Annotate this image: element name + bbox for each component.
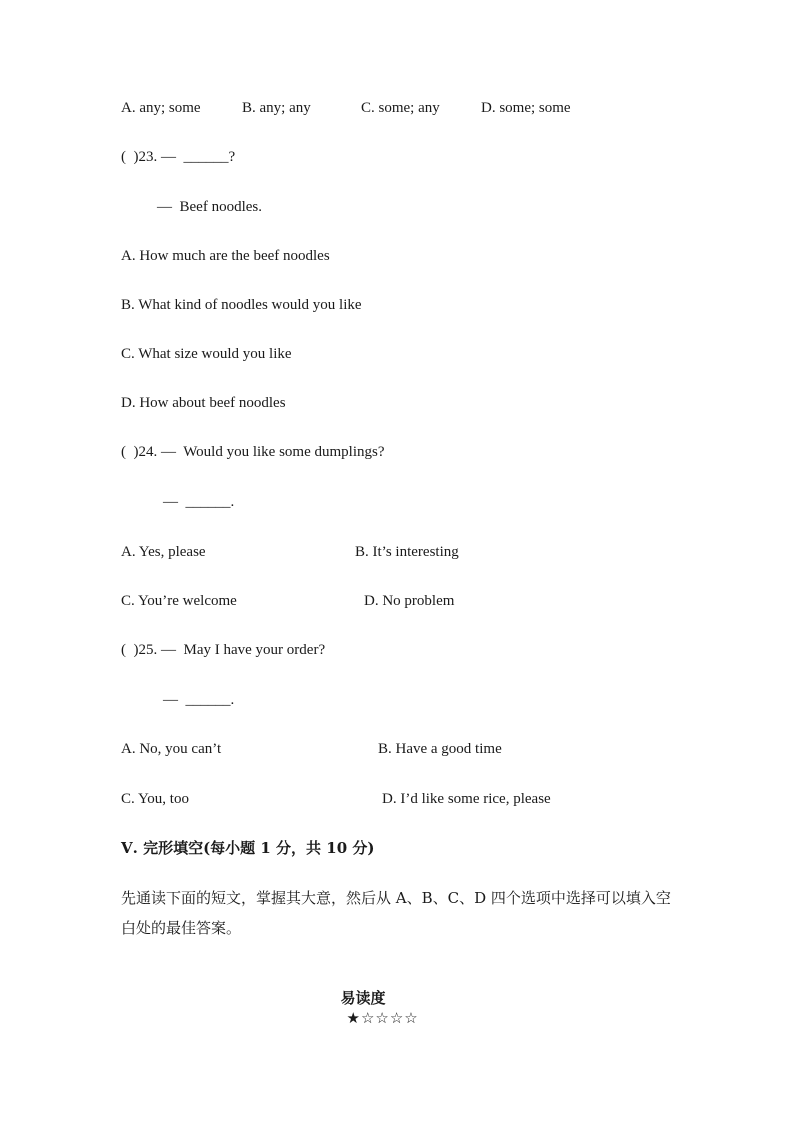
difficulty-rating <box>333 968 419 1029</box>
q22-option-a: A. any; some <box>121 100 201 116</box>
q23-answer: — Beef noodles. <box>157 199 262 215</box>
q22-option-d: D. some; some <box>481 100 571 116</box>
instruction-line-2: 白处的最佳答案。 <box>121 919 242 937</box>
q23-option-a: A. How much are the beef noodles <box>121 248 330 264</box>
q22-option-c: C. some; any <box>361 100 440 116</box>
q25-option-d: D. I’d like some rice, please <box>382 791 551 807</box>
q23-option-c: C. What size would you like <box>121 346 292 362</box>
instruction-line-1: 先通读下面的短文，掌握其大意，然后从 A、B、C、D 四个选项中选择可以填入空 <box>121 889 671 907</box>
section-heading: Ⅴ. 完形填空(每小题 1 分，共 10 分) <box>121 839 375 857</box>
q23-question: ( )23. — ______? <box>121 149 236 165</box>
q24-question: ( )24. — Would you like some dumplings? <box>121 444 385 460</box>
q25-option-c: C. You, too <box>121 791 189 807</box>
q25-question: ( )25. — May I have your order? <box>121 642 326 658</box>
q23-option-d: D. How about beef noodles <box>121 395 286 411</box>
q25-option-a: A. No, you can’t <box>121 741 222 757</box>
star-rating-icon: ★☆☆☆☆ <box>346 1011 419 1027</box>
q24-answer: — ______. <box>163 494 235 510</box>
q25-answer: — ______. <box>163 692 235 708</box>
q25-option-b: B. Have a good time <box>378 741 502 757</box>
q24-option-d: D. No problem <box>364 593 455 609</box>
q24-option-b: B. It’s interesting <box>355 544 459 560</box>
q22-option-b: B. any; any <box>242 100 311 116</box>
q23-option-b: B. What kind of noodles would you like <box>121 297 362 313</box>
q24-option-c: C. You’re welcome <box>121 593 237 609</box>
difficulty-label: 易读度 <box>340 989 386 1007</box>
q24-option-a: A. Yes, please <box>121 544 206 560</box>
